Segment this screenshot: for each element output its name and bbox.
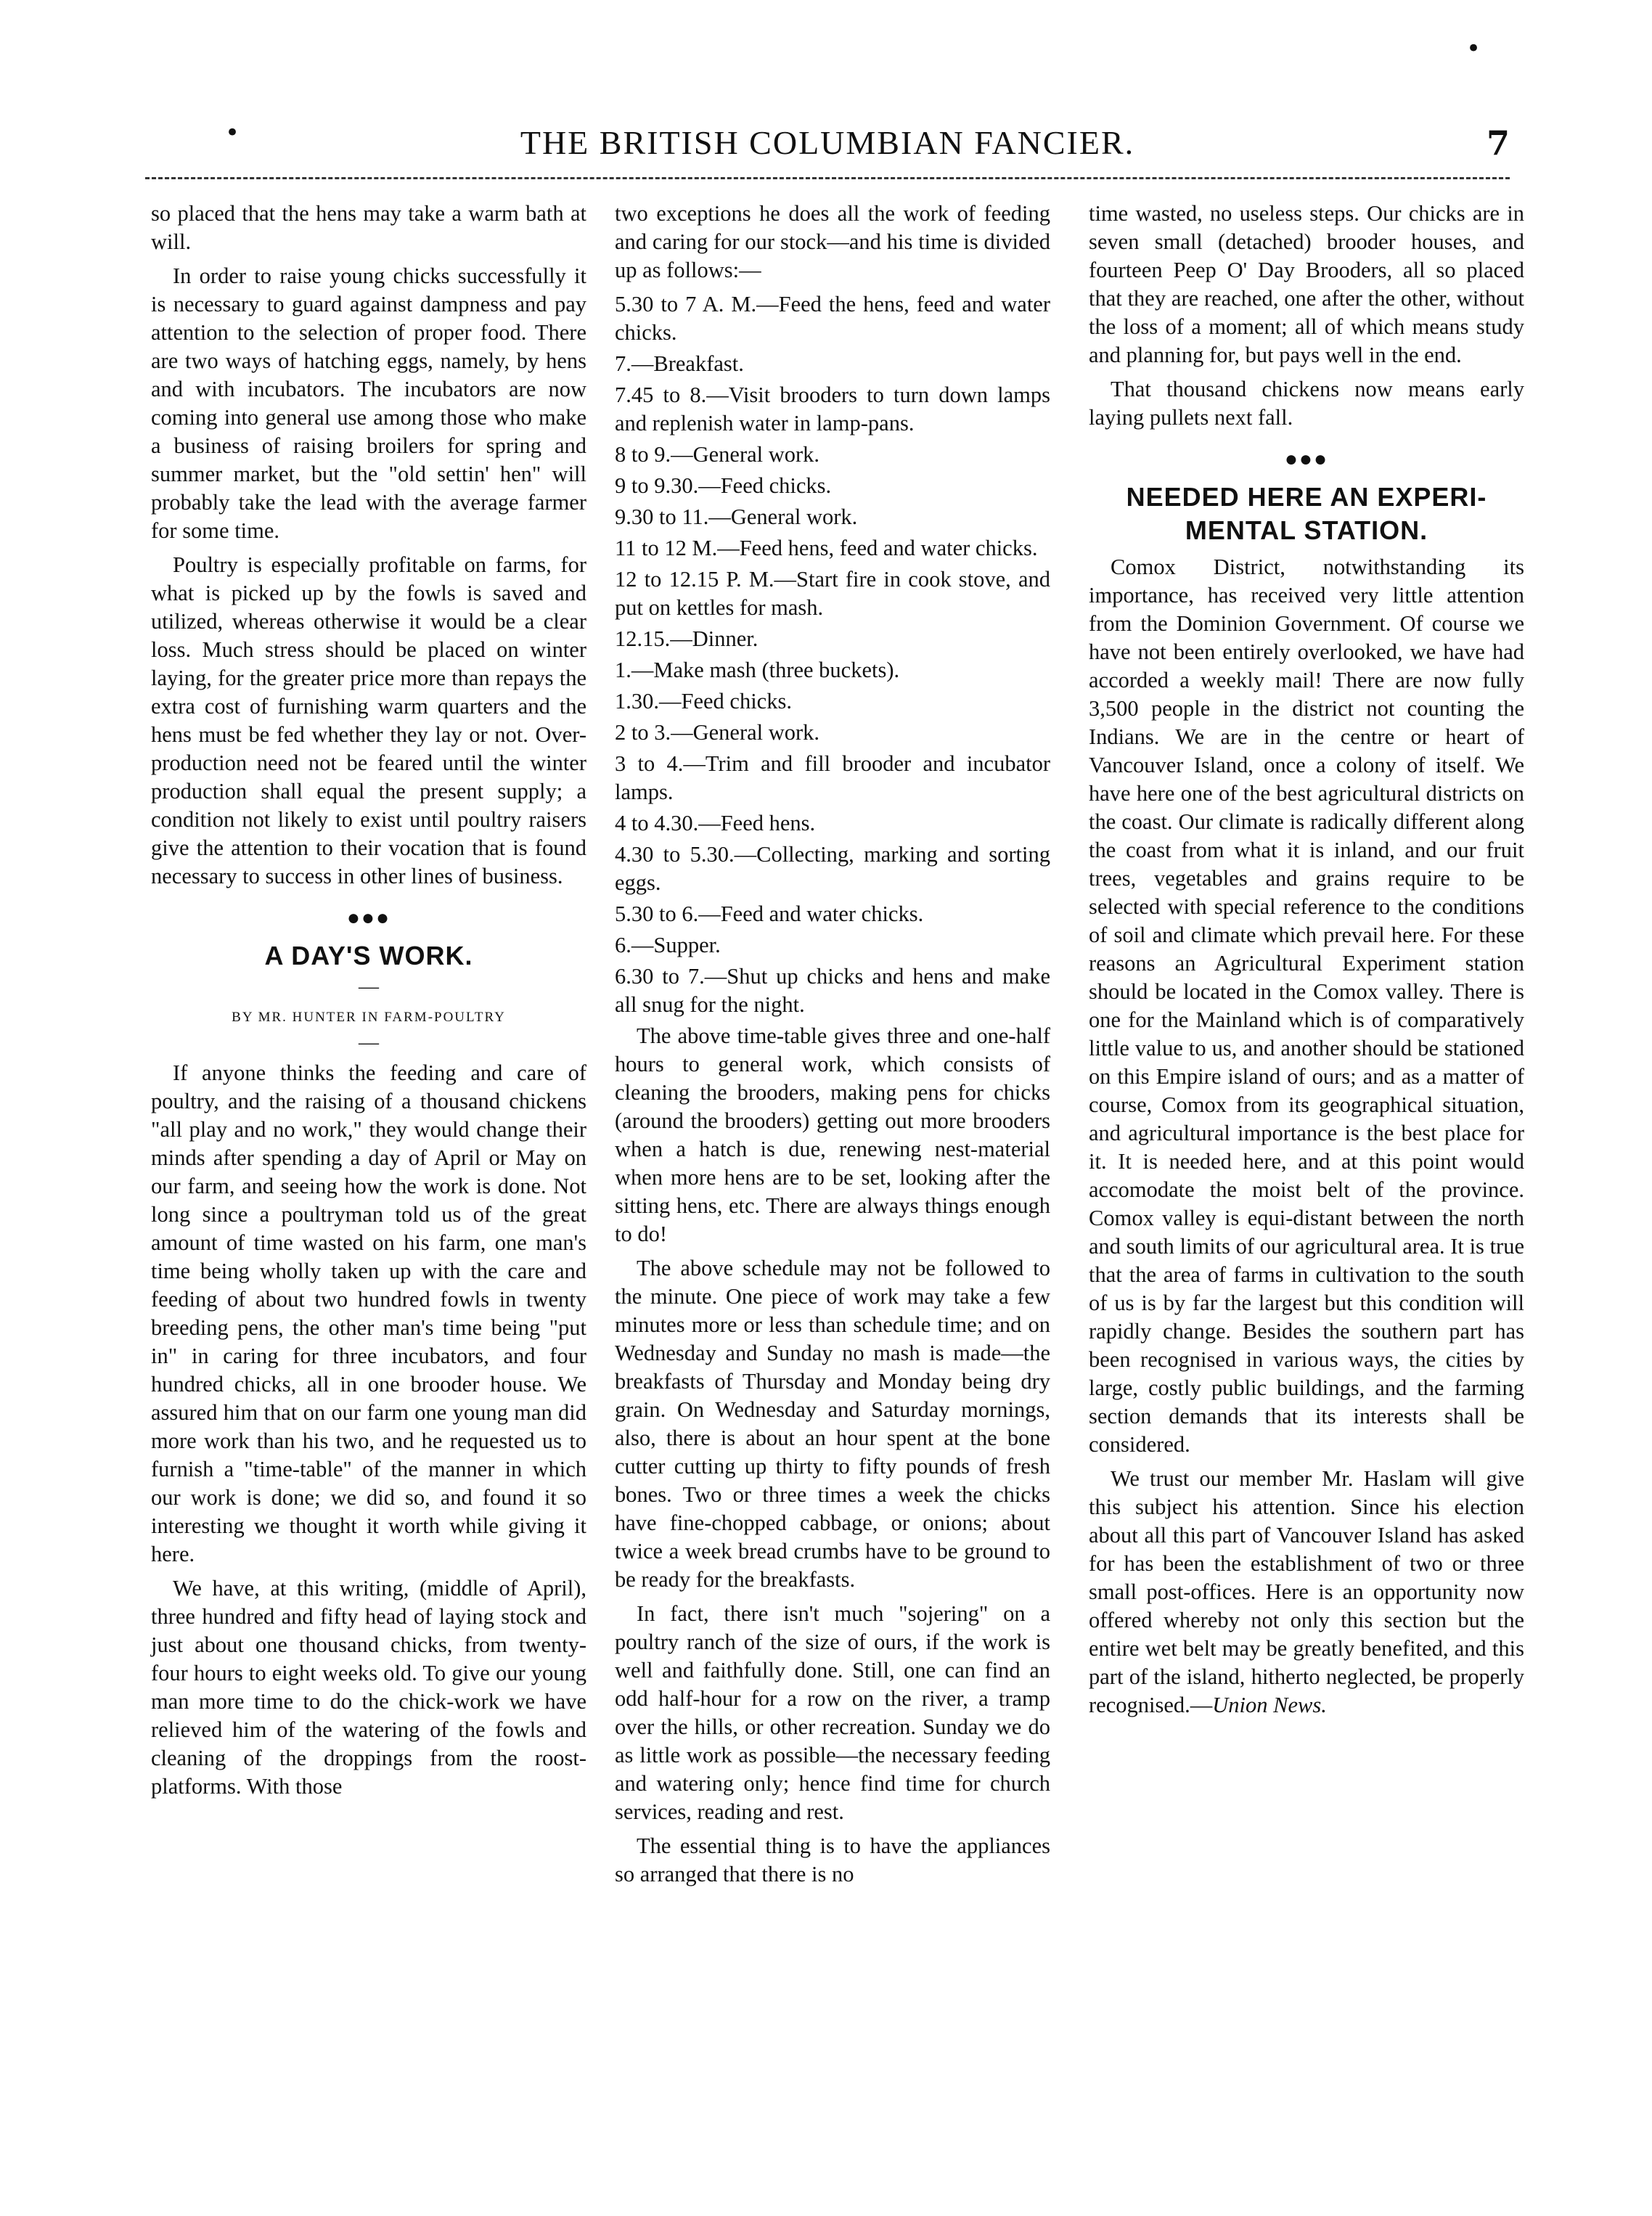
paragraph: If anyone thinks the feeding and care of poultry, and the raising of a thousand chickens "all play and no work," they would change their minds after spending a day of April or May on our farm, and seeing how the work is done. Not long since a poultryman told us of the great amount of time wasted on his farm, one man's time being wholly taken up with the care and feeding of about two hundred fowls in twenty breeding pens, the other man's time being "put in" in caring for three incubators, and four hundred chicks, all in one brooder house. We assured him that on our farm one young man did more work than his two, and he requested us to furnish a "time-table" of the manner in which our work is done; we did so, and found it so interesting we thought it worth while giving it here. [151, 1060, 586, 1566]
schedule-item: 9.30 to 11.—General work. [615, 504, 858, 529]
paragraph: so placed that the hens may take a warm bath at will. [151, 201, 586, 254]
paragraph: In fact, there isn't much "sojering" on a poultry ranch of the size of ours, if the work is well and faithfully done. Still, one can find an odd half-hour for a row on the river, a tramp over the hills, or other recreation. Sunday we do as little work as possible—the necessary feeding and watering only; hence find time for church services, reading and rest. [615, 1601, 1050, 1824]
article-title-line: NEEDED HERE AN EXPERI- [1126, 482, 1487, 512]
page-number: 7 [1486, 123, 1510, 163]
schedule-item: 2 to 3.—General work. [615, 720, 820, 745]
schedule-item: 9 to 9.30.—Feed chicks. [615, 473, 832, 498]
source-credit: Union News. [1212, 1693, 1327, 1717]
schedule-item: 8 to 9.—General work. [615, 442, 820, 467]
schedule-item: 4 to 4.30.—Feed hens. [615, 811, 816, 835]
article-title [1089, 481, 1524, 547]
schedule-item: 3 to 4.—Trim and fill brooder and incubator lamps. [615, 751, 1050, 804]
paragraph: The essential thing is to have the appliances so arranged that there is no [615, 1833, 1050, 1886]
schedule-item: 5.30 to 7 A. M.—Feed the hens, feed and water chicks. [615, 292, 1050, 345]
paragraph: time wasted, no useless steps. Our chicks are in seven small (detached) brooder houses, and fourteen Peep O' Day Brooders, all so placed that they are reached, one after the other, without the loss of a moment; all of which means study and planning for, but pays well in the end. [1089, 201, 1524, 367]
section-divider: ●●● [1284, 447, 1329, 471]
article-title: A DAY'S WORK. [264, 941, 473, 970]
paragraph: We have, at this writing, (middle of April), three hundred and fifty head of laying stock and just about one thousand chicks, from twenty-four hours to eight weeks old. To give our young man more time to do the chick-work we have relieved him of the watering of the fowls and cleaning of the droppings from the roost-platforms. With those [151, 1576, 586, 1799]
divider-dash: — [359, 1031, 379, 1054]
column-2 [615, 200, 1050, 1894]
schedule-item: 5.30 to 6.—Feed and water chicks. [615, 901, 924, 926]
page-header [145, 34, 1510, 167]
schedule-item: 12.15.—Dinner. [615, 626, 758, 651]
article-byline: BY MR. HUNTER IN FARM-POULTRY [232, 1010, 506, 1025]
paragraph: In order to raise young chicks successfully it is necessary to guard against dampness and pay attention to the selection of proper food. There are two ways of hatching eggs, namely, by hens and with incubators. The incubators are now coming into general use among those who make a business of raising broilers for spring and summer market, but the "old settin' hen" will probably take the lead with the average farmer for some time. [151, 263, 586, 543]
dot-mark: • [225, 118, 240, 147]
divider-dash: — [359, 976, 379, 998]
paragraph: The above time-table gives three and one-half hours to general work, which consists of cleaning the brooders, making pens for chicks (around the brooders) getting out more brooders when a hatch is due, renewing nest-material when more hens are to be set, looking after the sitting hens, etc. There are always things enough to do! [615, 1023, 1050, 1246]
paragraph [1089, 1465, 1524, 1720]
section-divider: ●●● [346, 906, 391, 930]
schedule-item: 11 to 12 M.—Feed hens, feed and water chicks. [615, 536, 1038, 560]
paragraph: Comox District, notwithstanding its importance, has received very little attention from the Dominion Government. Of course we have not been entirely overlooked, we have had accorded a weekly mail! There are now fully 3,500 people in the district not counting the Indians. We are in the centre or heart of Vancouver Island, once a colony of itself. We have here one of the best agricultural districts on the coast. Our climate is radically different along the coast from what it is inland, and our fruit trees, vegetables and grains require to be selected with special reference to the conditions of soil and climate which prevail here. For these reasons an Agricultural Experiment station should be located in the Comox valley. There is one for the Mainland which is of comparatively little value to us, and another should be stationed on this Empire island of ours; and as a matter of course, Comox from its geographical situation, and agricultural importance is the best place for it. It is needed here, and at this point would accomodate the moist belt of the province. Comox valley is equi-distant between the north and south limits of our agricultural area. It is true that the area of farms in cultivation to the south of us is by far the largest but this condition will rapidly change. Besides the southern part has been recognised in various ways, the cities by large, costly public buildings, and the farming section demands that its interests shall be considered. [1089, 555, 1524, 1457]
schedule-item: 1.—Make mash (three buckets). [615, 658, 900, 682]
column-3 [1089, 200, 1524, 1725]
closing-text: We trust our member Mr. Haslam will give this subject his attention. Since his election about all this part of Vancouver Island has asked for has been the establishment of two or three small post-offices. Here is an opportunity now offered whereby not only this section but the entire wet belt may be greatly benefited, and this part of the island, hitherto neglected, be properly recognised.— [1089, 1466, 1524, 1717]
intro-text: two exceptions he does all the work of feeding and caring for our stock—and his time is divided up as follows:— [615, 201, 1050, 282]
schedule-item: 1.30.—Feed chicks. [615, 689, 792, 714]
schedule-item: 12 to 12.15 P. M.—Start fire in cook stove, and put on kettles for mash. [615, 567, 1050, 620]
schedule-item: 6.—Supper. [615, 933, 721, 957]
dot-mark: • [1466, 34, 1481, 63]
schedule-item: 7.45 to 8.—Visit brooders to turn down lamps and replenish water in lamp-pans. [615, 383, 1050, 436]
schedule-list [615, 290, 1050, 1019]
paragraph: The above schedule may not be followed to the minute. One piece of work may take a few minutes more or less than schedule time; and on Wednesday and Sunday no mash is made—the breakfasts of Thursday and Monday being dry grain. On Wednesday and Saturday mornings, also, there is about an hour spent at the bone cutter cutting up thirty to fifty pounds of fresh bones. Two or three times a week the chicks have fine-chopped cabbage, or onions; about twice a week bread crumbs have to be ground to be ready for the breakfasts. [615, 1256, 1050, 1592]
header-rule [145, 177, 1510, 179]
schedule-item: 6.30 to 7.—Shut up chicks and hens and make all snug for the night. [615, 964, 1050, 1017]
schedule-item: 7.—Breakfast. [615, 351, 744, 376]
column-1 [151, 200, 586, 1807]
paragraph: Poultry is especially profitable on farms, for what is picked up by the fowls is saved and utilized, whereas otherwise it would be a clear loss. Much stress should be placed on winter laying, for the greater price more than repays the extra cost of furnishing warm quarters and the hens must be fed whether they lay or not. Over-production need not be feared until the winter production shall equal the present supply; a condition not likely to exist until poultry raisers give the attention to their vocation that is found necessary to success in other lines of business. [151, 552, 586, 888]
article-title-line: MENTAL STATION. [1185, 515, 1428, 545]
paragraph: That thousand chickens now means early laying pullets next fall. [1089, 377, 1524, 430]
paragraph [615, 200, 1050, 285]
schedule-item: 4.30 to 5.30.—Collecting, marking and sorting eggs. [615, 842, 1050, 895]
running-title: THE BRITISH COLUMBIAN FANCIER. [520, 124, 1135, 161]
